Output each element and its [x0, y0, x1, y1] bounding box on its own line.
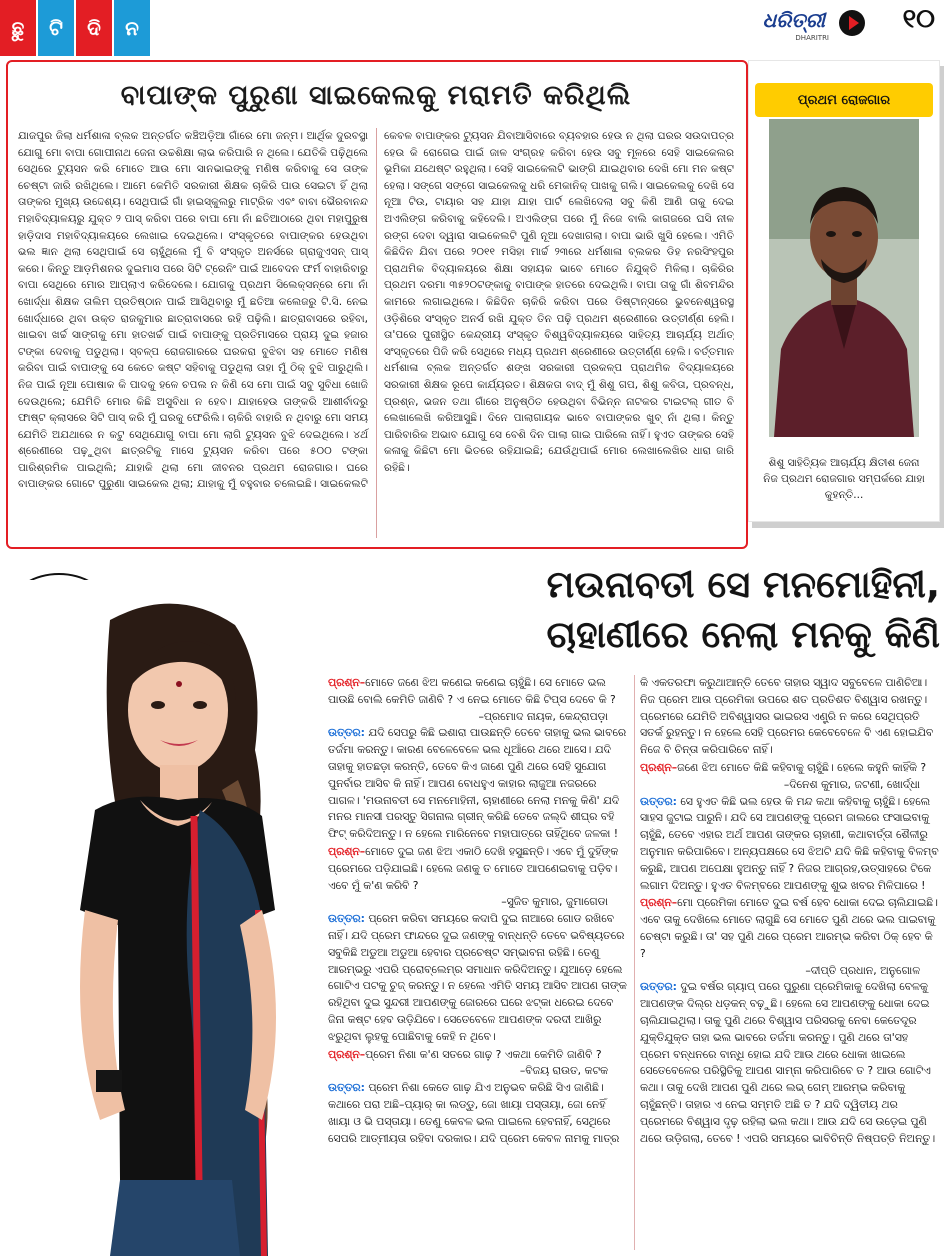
column-badge: ପ୍ରଥମ ରୋଜଗାର [755, 83, 933, 117]
question-text: ମୋତେ ଜଣେ ଝିଅ କଣେଇ କଣେଇ ଚାହୁଁଛି। ସେ ମୋତେ ଭଲ ପାଉଛି ବୋଲି କେମିତି ଜାଣିବି ? ଏ ନେଇ ମୋତେ କିଛି ଟିପ୍ସ ଦେବେ କି ? [328, 676, 616, 706]
author-portrait [769, 119, 919, 437]
answer-label: ଉତ୍ତର: [640, 794, 677, 808]
article-headline: ବାପାଙ୍କ ପୁରୁଣା ସାଇକେଲକୁ ମରାମତି କରିଥିଲି [120, 80, 632, 111]
answer-text: ପ୍ରେମ କରିବା ସମୟରେ କଦାପି ଦୁଇ ନାଆରେ ଗୋଡ ରଖିବେ ନାହିଁ। ଯଦି ପ୍ରେମ ଫାନ୍ଦରେ ଦୁଇ ଜଣଙ୍କୁ ବାନ୍ଧନ୍ତି ତେବେ ଭବିଷ୍ୟତରେ ସବୁକିଛି ଅଡୁଆ ଅଡୁଆ ହେବାର ପ୍ରଚେଷ୍ଟ ସମ୍ଭାବନା ରହିଛି। ତେଣୁ ଆରମ୍ଭରୁ ଏପରି ପ୍ରୋବ୍ଲେମ୍‌ର ସମାଧାନ କରିଦିଅନ୍ତୁ। ଯୁଆଡ଼େ ହେଲେ ଗୋଟିଏ ପଟକୁ ଚୁଜ୍‌ କରନ୍ତୁ। ନ ହେଲେ ଏମିତି ସମୟ ଆସିବ ଆପଣ ତାଙ୍କ ରହିଥିବା ଦୁଇ ସୁନ୍ଦରୀ ଆପଣଙ୍କୁ ଜୋରରେ ଘରେ ଝଟ୍‌କା ଧରେଇ ଦେବେ ଜିନା କଷ୍ଟ ହେବ ଉଡ଼ିଯିବେ। ସେତେବେଳେ ଆପଣଙ୍କ ଦରଦୀ ଆଖିରୁ ଝରୁଥିବା ଲୁହକୁ ପୋଛିବାକୁ କେହି ନ ଥିବେ। [328, 912, 627, 1043]
qa-item [328, 675, 628, 843]
question-signer: –ଦୀପ୍ତି ପ୍ରଧାନ, ଅନୁଗୋଳ [805, 963, 920, 977]
masthead [0, 0, 945, 56]
question-signer: –ପ୍ରମୋଦ ନାୟକ, କେନ୍ଦ୍ରାପଡ଼ା [478, 709, 608, 723]
sathi-headline-line-2: ଚାହାଣୀରେ ନେଲା ମନକୁ କିଣି [546, 613, 940, 656]
section-letter-4: ନ [114, 0, 150, 56]
question-signer: –ସୁଜିତ କୁମାର, ଜୁମାଗେଡା [501, 895, 608, 909]
sathi-headline-line-1: ମଉନାବତୀ ସେ ମନମୋହିନୀ, [546, 563, 940, 606]
question-label: ପ୍ରଶ୍ନ– [328, 676, 366, 689]
question-text: ପ୍ରେମ ନିଶା କ'ଣ ସତରେ ଗାଢ଼ ? ଏକଥା କେମିତି ଜାଣିବି ? [365, 1047, 602, 1061]
question-label: ପ୍ରଶ୍ନ– [640, 896, 678, 910]
question-text: ଜଣେ ଝିଅ ମୋତେ କିଛି କହିବାକୁ ଚାହୁଁଛି। ହେଲେ କହୁନି କାହିଁକି ? [677, 760, 927, 774]
brand-tagline: DHARITRI [795, 34, 829, 42]
section-letter-1: ଛୁ [0, 0, 36, 56]
answer-label: ଉତ୍ତର: [328, 912, 365, 926]
answer-text: ଯଦି ସେପରୁ କିଛି ଇଶାରା ପାଉଛନ୍ତି ତେବେ ତାହାକୁ ଭଲ ଭାବରେ ତର୍ଜମା କରନ୍ତୁ। କାରଣ ବେଳେବେଳେ ଭଲ ଧୂଆଁରେ ଥରେ ଆସେ। ଯଦି ତାହାକୁ ହାତଛଡ଼ା କରନ୍ତି, ତେବେ କିଏ ଜାଣେ ପୁଣି ଥରେ ସେହି ସୁଯୋଗ ପୁନର୍ବାର ଆସିବ କି ନାହିଁ। ଆପଣ ବୋଧହୁଏ କାହାର ଲାଜୁଆ ନଜରରେ ପାଗଳ। 'ମଉନାବତୀ ସେ ମନମୋହିନୀ, ଚାହାଣୀରେ ନେଲା ମନକୁ କିଣି' ଯଦି ମନର ମାନସୀ ପରସ୍ତୁ ସିଗନାଲ ଗ୍ରୀନ୍‌ କରିଛି ତେବେ ଜଲ୍‌ଦି ଶୀଘ୍ର ବହି ଫିଟ୍‌ କରିଦିଅନ୍ତୁ। ନ ହେଲେ ମାରିନେବେ ମହାପାତ୍ରେ ତାହିଁଥିବେ ଜଳକା ! [328, 726, 627, 841]
article-paragraph: ଯାଜପୁର ଜିଲା ଧର୍ମଶାଳା ବ୍ଲକ ଅନ୍ତର୍ଗତ କଞ୍ଚିଅଡ଼ିଆ ଗାଁରେ ମୋ ଜନ୍ମ। ଆର୍ଥିକ ଦୁରବସ୍ଥା ଯୋଗୁ ମୋ ବାପା ଗୋପୀନାଥ ଜେନା ଉଚ୍ଚଶିକ୍ଷା ଲାଭ କରିପାରି ନ ଥିଲେ। ଯେତିକି ପଢ଼ିଥିଲେ ସେଥିରେ ଟ୍ୟୁସନ କରି ମୋତେ ଆଉ ମୋ ସାନଭାଇଙ୍କୁ ମଣିଷ କରିବାକୁ ସେ ତାଙ୍କ ଚେଷ୍ଟା ଜାରି ରଖିଥିଲେ। ଆମେ କେମିତି ସରକାରୀ ଶିକ୍ଷକ ଚାକିରି ପାଉ ସେଇଟା ହିଁ ଥିଲା ତାଙ୍କର ମୁଖ୍ୟ ଉଦ୍ଦେଶ୍ୟ। ସେଥିପାଇଁ ଗାଁ ହାଇସ୍କୁଲରୁ ମାଟ୍ରିକ ଏବଂ ବାବା ଭୈରବାନନ୍ଦ ମହାବିଦ୍ୟାଳୟରୁ ଯୁକ୍ତ ୨ ପାସ୍‌ କରିବା ପରେ ବାପା ମୋ ନାଁ ଛତିଆଠାରେ ଥିବା ମହାପୁରୁଷ ହାଡ଼ିଦାସ ମହାବିଦ୍ୟାଳୟରେ ଲେଖାଇ ଦେଇଥିଲେ। ସଂସ୍କୃତରେ ବାପାଙ୍କର ହେଉଥିବା ଭଲ ଜ୍ଞାନ ଥିଲା ସେଥିପାଇଁ ସେ ଚାହୁଁଥିଲେ ମୁଁ ବି ସଂସ୍କୃତ ଅନର୍ସରେ ଗ୍ରାଜୁଏସନ୍‌ ପାସ୍‌ କରେ। କିନ୍ତୁ ଆଡ଼ମିଶନର ଦୁଇମାସ ପରେ ସିଟି ଟ୍ରେନିଂ ପାଇଁ ଆବେଦନ ଫର୍ମ ବାହାରିବାରୁ ବାପା ସେଥିରେ ମୋର ଆପ୍ଲାଏ କରିଦେଲେ। ଯୋଗକୁ ପ୍ରଥମ ସିଲେକ୍ସନ୍‌ରେ ମୋ ନାଁ ଖୋର୍ଦ୍ଧା ଶିକ୍ଷକ ତାଲିମ ପ୍ରତିଷ୍ଠାନ ପାଇଁ ଆସିଥିବାରୁ ମୁଁ ଛତିଆ କଲେଜରୁ ଟି.ସି. ନେଇ ଖୋର୍ଦ୍ଧାରେ ଥିବା ଉକ୍ତ ରାଜକୁମାର ଛାତ୍ରାବାସରେ ରହି ପଢ଼ିଲି। ଛାତ୍ରାବାସରେ ରହିବା, ଖାଇବା ଖର୍ଚ୍ଚ ସାଙ୍ଗକୁ ମୋ ହାତଖର୍ଚ୍ଚ ପାଇଁ ବାପାଙ୍କୁ ପ୍ରତିମାସରେ ପ୍ରାୟ ଦୁଇ ହଜାର ଟଙ୍କା ଦେବାକୁ ପଡୁଥିଲା। ସ୍ବଳ୍ପ ରୋଜଗାରରେ ଘରକରା ବୁଝିବା ସହ ମୋତେ ମଣିଷ କରିବା ପାଇଁ ବାପାଙ୍କୁ ସେ କେତେ କଷ୍ଟ ସହିବାକୁ ପଡୁଥିଲା ତାହା ମୁଁ ଠିକ୍‌ ବୁଝି ପାରୁଥିଲି। ନିଜ ପାଇଁ ନୂଆ ପୋଷାକ କି ପାଦକୁ ହଳେ ଚପଲ ନ କିଣି ସେ ମୋ ପାଇଁ ସବୁ ସୁବିଧା ଖୋଜି ଦେଉଥିଲେ; ଯେମିତି ମୋର କିଛି ଅସୁବିଧା ନ ହେବ। ଯାହାହେଉ ତାଙ୍କରି ଆଶୀର୍ବାଦରୁ ଫାଷ୍ଟ କ୍ଲାସରେ ସିଟି ପାସ୍‌ କରି ମୁଁ ଘରକୁ ଫେରିଲି। ଚାକିରି ବାହାରି ନ ଥିବାରୁ ମୋ ସମୟ ଯେମିତି ଅଯଥାରେ ନ କଟୁ ସେଥିଯୋଗୁ ବାପା ମୋ ଲାଗି ଟ୍ୟୁସନ ବୁଝି ଦେଇଥିଲେ। ୪ର୍ଥ ଶ୍ରେଣୀରେ ପଢ଼ୁଥିବା ଛାତ୍ରଟିକୁ ମାସେ ଟ୍ୟୁସନ କରିବା ପରେ ୫୦୦ ଟଙ୍କା ପାରିଶ୍ରମିକ ପାଇଥିଲି; ଯାହାକି ଥିଲା ମୋ ଜୀବନର ପ୍ରଥମ ରୋଜଗାର। ଘରେ ବାପାଙ୍କର ଗୋଟେ ପୁରୁଣା ସାଇକେଲ ଥିଲା; ଯାହାକୁ ମୁଁ ବହୁବାର ଚଲେଇଛି। ସାଇକେଲଟି କେବଳ ବାପାଙ୍କର ଟ୍ୟୁସନ ଯିବାଆସିବାରେ ବ୍ୟବହାର ହେଉ ନ ଥିଲା ଘରର ସଉଦାପତ୍ର ହେଉ କି ରୋଗେଇ ପାଇଁ ଜାଳ ସଂଗ୍ରହ କରିବା ହେଉ ସବୁ ମୂଳରେ ସେହି ସାଇକେଲର ଭୂମିକା ଯଥେଷ୍ଟ ରହୁଥିଲା। ସେହି ସାଇକେଲଟି ଭାଙ୍ଗି ଯାଇଥିବାର ଦେଖି ମୋ ମନ କଷ୍ଟ ହେଲା। ସଙ୍ଗେ ସଙ୍ଗେ ସାଇକେଲକୁ ଧରି ମେକାନିକ୍‌ ପାଖକୁ ଗଲି। ସାଇକେଲକୁ ଦେଖି ସେ ନୂଆ ଟିଉ, ଟାୟାର ସହ ଯାହା ଯାହା ପାର୍ଟ ଲେଖିଦେଲା ସବୁ କିଣି ଆଣି ତାକୁ ଦେଇ ଅଏଲିଙ୍ଗ କରିବାକୁ କହିଦେଲି। ଅଏଲିଙ୍ଗ ପରେ ମୁଁ ନିଜେ ବାଲି କାଗଜରେ ଘସି ନୀଳ ରଙ୍ଗ ଦେବା ଦ୍ୱାରା ସାଇକେଲଟି ପୁଣି ନୂଆ ଦେଖାଗଲା। ବାପା ଭାରି ଖୁସି ହେଲେ। ଏମିତି କିଛିଦିନ ଯିବା ପରେ ୨୦୧୧ ମସିହା ମାର୍ଚ୍ଚ ୨୩ରେ ଧର୍ମଶାଳା ବ୍ଲକର ଡିହ ନରସିଂହପୁର ପ୍ରାଥମିକ ବିଦ୍ୟାଳୟରେ ଶିକ୍ଷା ସହାୟକ ଭାବେ ମୋତେ ନିଯୁକ୍ତି ମିଳିଲା। ଚାକିରିର ପ୍ରଥମ ଦରମା ୩୫୨୦ଟଙ୍କାକୁ ବାପାଙ୍କ ହାତରେ ଦେଇଥିଲି। ବାପା ତାକୁ ଗାଁ ଶିବମନ୍ଦିର କାମରେ ଲଗାଇଥିଲେ। କିଛିଦିନ ଚାକିରି କରିବା ପରେ ଡିଷ୍ଟାନ୍ସରେ ଭୁବନେଶ୍ୱରସ୍ଥ ଓଡ଼ିଶିରେ ସଂସ୍କୃତ ଅନର୍ସ ରଖି ଯୁକ୍ତ ତିନ ପଢ଼ି ପ୍ରଥମ ଶ୍ରେଣୀରେ ଉତ୍ତୀର୍ଣ୍ଣ ହେଲି। ତା'ପରେ ପୁରୀସ୍ଥିତ କେନ୍ଦ୍ରୀୟ ସଂସ୍କୃତ ବିଶ୍ୱବିଦ୍ୟାଳୟରେ ସାହିତ୍ୟ ଆଚାର୍ଯ୍ୟ ଅର୍ଥାତ୍‌ ସଂସ୍କୃତରେ ପିଜି କରି ସେଥିରେ ମଧ୍ୟ ପ୍ରଥମ ଶ୍ରେଣୀରେ ଉତ୍ତୀର୍ଣ୍ଣ ହେଲି। ବର୍ତ୍ତମାନ ଧର୍ମଶାଳା ବ୍ଲକ ଅନ୍ତର୍ଗତ ଶଙ୍ଖ ସରକାରୀ ପ୍ରକଳ୍ପ ପ୍ରାଥମିକ ବିଦ୍ୟାଳୟରେ ସରକାରୀ ଶିକ୍ଷକ ରୂପେ କାର୍ଯ୍ୟରତ। ଶିକ୍ଷକତା ବାଦ୍‌ ମୁଁ ଶିଶୁ ଗପ, ଶିଶୁ କବିତା, ପ୍ରବନ୍ଧ, ପ୍ରଶ୍ନ, ଭଜନ ତଥା ଗାଁରେ ଅନୁଷ୍ଠିତ ହେଉଥିବା ବିଭିନ୍ନ ନାଟକର ଟାଇଟଲ୍‌ ଗୀତ ବି ଲେଖାଲେଖି କରିଆସୁଛି। ଦିନେ ପାଲାଗାୟକ ଭାବେ ବାପାଙ୍କର ଖୁବ୍‌ ନାଁ ଥିଲା। କିନ୍ତୁ ପାରିବାରିକ ଅଭାବ ଯୋଗୁ ସେ ବେଶି ଦିନ ପାଲା ଗାଇ ପାରିଲେ ନାହିଁ। ହୁଏତ ତାଙ୍କର ସେହି କଳାକୁ କିଛିଟା ମୋ ଭିତରେ ରହିଯାଇଛି; ଯେଉଁଥିପାଇଁ ମୋର ଲେଖାଲେଖିର ଧାରା ଜାରି ରହିଛି। [18, 130, 734, 491]
qa-item [640, 760, 940, 894]
play-icon [839, 10, 865, 36]
answer-label: ଉତ୍ତର: [328, 726, 365, 740]
page-number: ୧୦ [902, 4, 935, 34]
question-signer: –ବିଜୟ ରାଉତ, କଟକ [519, 1064, 608, 1078]
article-body [18, 128, 734, 538]
brand-logo: ଧରିତ୍ରୀ [762, 8, 825, 32]
question-label: ପ୍ରଶ୍ନ– [328, 1047, 366, 1061]
question-signer: –ଦିନେଶ କୁମାର, ଜଟଣୀ, ଖୋର୍ଦ୍ଧା [783, 777, 920, 791]
author-caption: ଶିଶୁ ସାହିତ୍ୟିକ ଆଚାର୍ଯ୍ୟ କ୍ଷିତୀଶ ଜେନା ନିଜ ପ୍ରଥମ ରୋଜଗାର ସମ୍ପର୍କରେ ଯାହା କୁହନ୍ତି... [763, 457, 925, 501]
first-earning-article [6, 60, 748, 549]
sathi-headline [300, 560, 940, 668]
section-letter-3: ଦି [76, 0, 112, 56]
answer-label: ଉତ୍ତର: [640, 980, 677, 994]
question-label: ପ୍ରଶ୍ନ– [328, 844, 366, 858]
qa-item [640, 895, 940, 1147]
question-text: ମୋ ପ୍ରେମିକା ମୋତେ ଦୁଇ ବର୍ଷ ହେବ ଧୋକା ଦେଇ ଚାଲିଯାଇଛି। ଏବେ ତାକୁ ଦେଖିଲେ ମୋତେ ଲାଗୁଛି ସେ ମୋତେ ପୁଣି ଥରେ ଭଲ ପାଇବାକୁ ଚେଷ୍ଟା କରୁଛି। ତା' ସହ ପୁଣି ଥରେ ପ୍ରେମ ଆରମ୍ଭ କରିବା ଠିକ୍‌ ହେବ କି ? [640, 896, 938, 960]
qa-item [328, 844, 628, 1046]
answer-label: ଉତ୍ତର: [328, 1081, 365, 1095]
model-photo [0, 580, 330, 1256]
section-letter-2: ଟି [38, 0, 74, 56]
answer-text: ସେ ହୁଏତ କିଛି ଭଲ ହେଉ କି ମନ୍ଦ କଥା କହିବାକୁ ଚାହୁଁଛି। ହେଲେ ସାହସ ଜୁଟାଇ ପାରୁନି। ଯଦି ସେ ଆପଣଙ୍କୁ ପ୍ରେମ ଜାଲରେ ଫସାଇବାକୁ ଚାହୁଁଛି, ତେବେ ଏହାର ଅର୍ଥ ଆପଣ ତାଙ୍କର ଚାହାଣୀ, କଥାବାର୍ତ୍ତା ଶୈଳୀରୁ ଅନୁମାନ କରିପାରିବେ। ଅନ୍ୟପକ୍ଷରେ ସେ ଝିଅଟି ଯଦି କିଛି କହିବାକୁ ବିଳମ୍ବ କରୁଛି, ଆପଣ ଅପେକ୍ଷା ହୁଅନ୍ତୁ ନାହିଁ ? ନିଜର ଆଗ୍ରହ,ଉତ୍ସାହରେ ଟିକେ ଲଗାମ ଦିଅନ୍ତୁ। ହୁଏତ ବିଳମ୍ବରେ ଆପଣଙ୍କୁ ଶୁଭ ଖବର ମିଳିପାରେ ! [640, 794, 939, 892]
section-title [0, 0, 150, 56]
question-label: ପ୍ରଶ୍ନ– [640, 760, 678, 774]
question-text: ମୋତେ ଦୁଇ ଜଣ ଝିଅ ଏକାଠି ଦେଖି ହସୁଛନ୍ତି। ଏବେ ମୁଁ ଦୁହିଁଙ୍କ ପ୍ରେମରେ ପଡ଼ିଯାଇଛି। ହେଲେ ଜଣକୁ ତ ମୋତେ ଆପଣେଇବାକୁ ପଡ଼ିବ। ଏବେ ମୁଁ କ'ଣ କରିବି ? [328, 844, 619, 892]
answer-text: ଦୁଇ ବର୍ଷର ଗ୍ୟାପ୍‌ ପରେ ପୁରୁଣା ପ୍ରେମିକାକୁ ଦେଖିଲା ବେଳକୁ ଆପଣଙ୍କ ଦିଲ୍‌ର ଧଡ଼କନ୍‌ ବଢ଼ୁଛି। ହେଲେ ସେ ଆପଣଙ୍କୁ ଧୋକା ଦେଇ ଚାଲିଯାଇଥିଲା। ତାକୁ ପୁଣି ଥରେ ବିଶ୍ୱାସ ପରିସରକୁ ନେବା କେତେଦୂର ଯୁକ୍ତିଯୁକ୍ତ ତାହା ଭଲ ଭାବରେ ତର୍ଜମା କରନ୍ତୁ। ପୁଣି ଥରେ ତା'ସହ ପ୍ରେମ ବନ୍ଧନରେ ବାନ୍ଧି ହୋଇ ଯଦି ଆଉ ଥରେ ଧୋକା ଖାଇଲେ ସେତେବେଳେର ପରିସ୍ଥିତିକୁ ଆପଣ ସାମ୍ନା କରିପାରିବେ ତ ? ଆଉ ଗୋଟିଏ କଥା। ତାକୁ ଦେଖି ଆପଣ ପୁଣି ଥରେ ଲଭ୍‌ ଗେମ୍‌ ଆରମ୍ଭ କରିବାକୁ ଚାହୁଁଛନ୍ତି। ତାହାର ଏ ନେଇ ସମ୍ମତି ଅଛି ତ ? ଯଦି ଦ୍ୱିତୀୟ ଥର ପ୍ରେମରେ ବିଶ୍ୱାସ ଦୃଢ଼ ରହିଲା ଭଲ କଥା। ଆଉ ଯଦି ସେ ଉଡ଼େଇ ପୁଣି ଥରେ ଉଡ଼ିଗଲା, ତେବେ ! ଏପରି ସମୟରେ ଭାବିଚିନ୍ତି ନିଷ୍ପତ୍ତି ନିଅନ୍ତୁ। [640, 980, 936, 1145]
answer-text: ପ୍ରେମ ନିଶା କେତେ ଗାଢ଼ ଯିଏ ଅନୁଭବ କରିଛି ସିଏ ଜାଣିଛି। କଥାରେ ପରା ଅଛି–ପ୍ୟାର୍‌ କା ଲଡ୍ଡୁ, ଜୋ ଖାୟା ପସ୍ତାୟା, ଜୋ ନେହିଁ ଖାୟା ଓ ଭି ପସ୍ତାୟା। ତେଣୁ କେବଳ ଭଲ ପାଇଲେ ହେବନାହିଁ, ସେଥିରେ ସେପରି ଆତ୍ମୀୟତା ରହିବା ଦରକାର। ଯଦି ପ୍ରେମ କେବଳ ନାମକୁ ମାତ୍ର କି ଏକତରଫା କରୁଥାଆନ୍ତି ତେବେ ତାହାର ସ୍ୱାଦ ସବୁବେଳେ ପାଣିଚିଆ। ନିଜ ପ୍ରେମ ଆଉ ପ୍ରେମିକା ଉପରେ ଶତ ପ୍ରତିଶତ ବିଶ୍ୱାସ ରଖନ୍ତୁ। ପ୍ରେମରେ ଯେମିତି ଅବିଶ୍ୱାସର ଭାଇରସ ଏଣ୍ଟ୍ରି ନ କରେ ସେଥିପ୍ରତି ସତର୍କ ରୁହନ୍ତୁ। ନ ହେଲେ ସେହି ପ୍ରେମର କେବେବେଳେ ବି ଏଣ ହୋଇଯିବ ନିଜେ ବି ଚିନ୍ତା କରିପାରିବେ ନାହିଁ। [328, 676, 934, 1145]
qa-column [328, 675, 940, 1250]
author-panel [748, 60, 940, 522]
